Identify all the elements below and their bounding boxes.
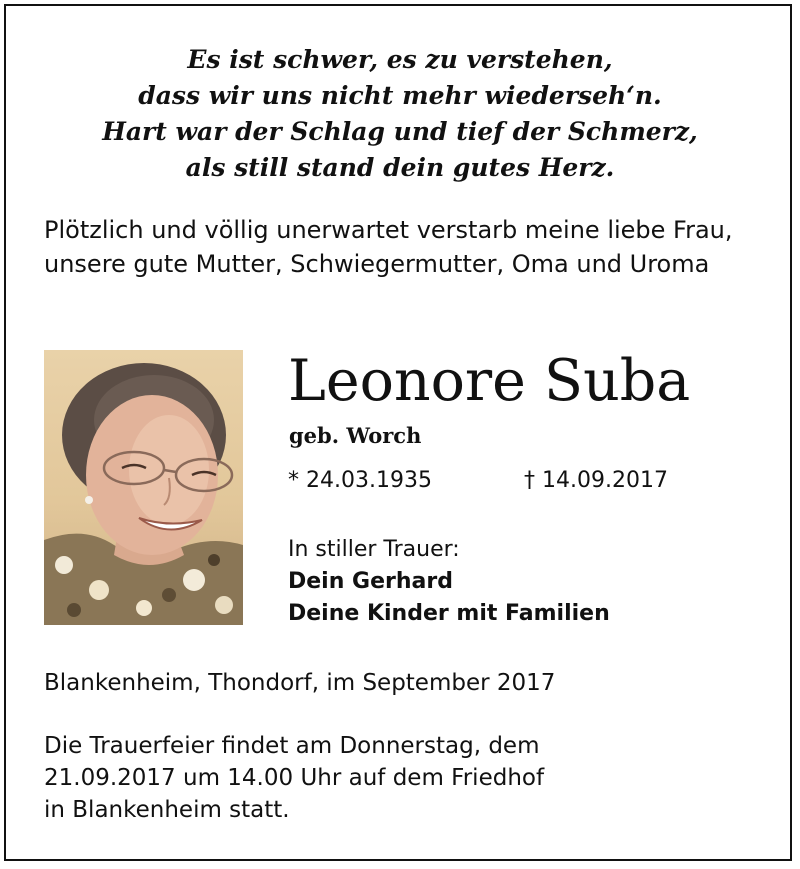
intro-text: Plötzlich und völlig unerwartet verstarb meine liebe Frau, unsere gute Mutter, Schwiegermutter, Oma und Uroma [44,216,733,278]
poem-line: als still stand dein gutes Herz. [185,153,615,182]
birth-date: * 24.03.1935 [288,468,432,493]
place-and-date: Blankenheim, Thondorf, im September 2017 [44,670,556,696]
deceased-name: Leonore Suba [288,348,691,414]
mourner-line: Deine Kinder mit Familien [288,601,610,626]
memorial-poem [20,42,780,186]
portrait-photo [44,350,243,625]
portrait-image [44,350,243,625]
funeral-info [44,730,764,826]
poem-line: Hart war der Schlag und tief der Schmerz, [102,117,698,146]
funeral-line: in Blankenheim statt. [44,797,290,823]
funeral-line: Die Trauerfeier findet am Donnerstag, dem [44,733,540,759]
funeral-line: 21.09.2017 um 14.00 Uhr auf dem Friedhof [44,765,545,791]
mourners-block [288,534,610,630]
poem-line: dass wir uns nicht mehr wiederseh‘n. [138,81,662,110]
mourner-line: Dein Gerhard [288,569,453,594]
life-dates [288,466,668,496]
maiden-name: geb. Worch [289,423,422,448]
death-date: † 14.09.2017 [524,468,668,493]
poem-line: Es ist schwer, es zu verstehen, [187,45,613,74]
mourners-heading: In stiller Trauer: [288,537,460,562]
